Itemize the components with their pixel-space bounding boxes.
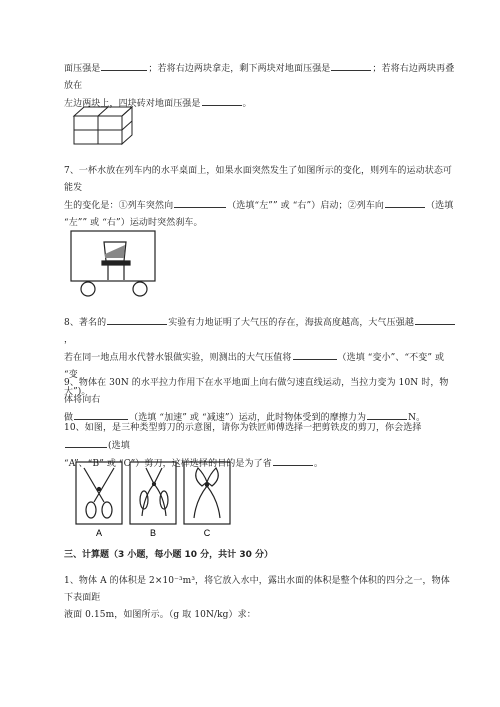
q7-text-4: （选填	[426, 201, 454, 211]
calc-question-1	[64, 573, 456, 624]
train-cup-figure	[68, 228, 158, 300]
q6-blank-2[interactable]	[331, 60, 371, 71]
calc1-text-1: 1、物体 A 的体积是 2×10⁻³m³，将它放入水中，露出水面的体积是整个体积的四分之一，物体下表面距	[64, 576, 450, 603]
section-heading-calculation: 三、计算题（3 小题，每小题 10 分，共计 30 分）	[64, 550, 273, 560]
q9-text-3: （选填 “加速” 或 “减速”）运动，此时物体受到的摩擦力为	[129, 413, 367, 423]
scissors-label-a: A	[95, 528, 103, 538]
q7-text-1: 7、一杯水放在列车内的水平桌面上，如果水面突然发生了如图所示的变化，则列车的运动状态可能发	[64, 166, 453, 193]
q10-text-1: 10、如图，是三种类型剪刀的示意图，请你为铁匠师傅选择一把剪铁皮的剪刀，你会选择	[64, 423, 422, 433]
q6-text-5: 。	[242, 99, 252, 109]
q8-text-2: 实验有力地证明了大气压的存在，海拔高度越高，大气压强越	[168, 318, 414, 328]
bricks-figure	[72, 104, 134, 148]
scissors-label-b: B	[149, 528, 157, 538]
q8-text-6: 大”)。	[64, 387, 91, 397]
q8-blank-1[interactable]	[107, 314, 167, 325]
q9-blank-1[interactable]	[74, 409, 128, 420]
scissors-a-blade-2	[94, 468, 114, 502]
q10-text-3: “A”、“B” 或 “C”）剪刀，这样选择的目的是为了省	[64, 459, 272, 469]
q6-text-3: ；若将右边两块再叠放在	[64, 64, 455, 91]
question-7	[64, 163, 456, 232]
q9-text-4: N。	[408, 413, 426, 423]
q6-text-1: 面压强是	[64, 64, 101, 74]
q8-text-5: （选填 “变小”、“不变” 或 “变	[64, 353, 445, 380]
q10-blank-1[interactable]	[65, 437, 107, 448]
q8-text-1: 8、著名的	[64, 318, 107, 328]
calc1-text-2: 液面 0.15m，如图所示。（g 取 10N/kg）求：	[64, 610, 256, 620]
q9-text-2: 做	[64, 413, 74, 423]
q10-text-2: (选填	[108, 441, 130, 451]
q9-blank-2[interactable]	[367, 409, 407, 420]
scissors-figure	[74, 460, 234, 540]
q8-blank-2[interactable]	[415, 314, 455, 325]
q10-text-4: 。	[313, 459, 323, 469]
scissors-label-c: C	[203, 528, 211, 538]
q10-blank-2[interactable]	[273, 455, 313, 466]
q7-text-5: “左”” 或 “右”）运动时突然刹车。	[64, 218, 203, 228]
q8-blank-3[interactable]	[293, 349, 337, 360]
q6-text-4: 左边两块上，四块砖对地面压强是	[64, 99, 201, 109]
q8-text-3: ，	[64, 335, 74, 345]
q7-blank-1[interactable]	[174, 197, 226, 208]
q7-text-3: （选填“左”” 或 “右”）启动；②列车向	[227, 201, 385, 211]
scissors-a-blade-1	[84, 468, 104, 502]
q9-text-1: 9、物体在 30N 的水平拉力作用下在水平地面上向右做匀速直线运动，当拉力变为 10N 时，物体将向右	[64, 378, 449, 405]
q8-text-4: 若在同一地点用水代替水银做实验，则测出的大气压值将	[64, 353, 292, 363]
q6-text-2: ；若将右边两块拿走，剩下两块对地面压强是	[148, 64, 331, 74]
q6-blank-3[interactable]	[202, 95, 242, 106]
q7-blank-2[interactable]	[385, 197, 425, 208]
q6-blank-1[interactable]	[101, 60, 147, 71]
q7-text-2: 生的变化是：①列车突然向	[64, 201, 174, 211]
